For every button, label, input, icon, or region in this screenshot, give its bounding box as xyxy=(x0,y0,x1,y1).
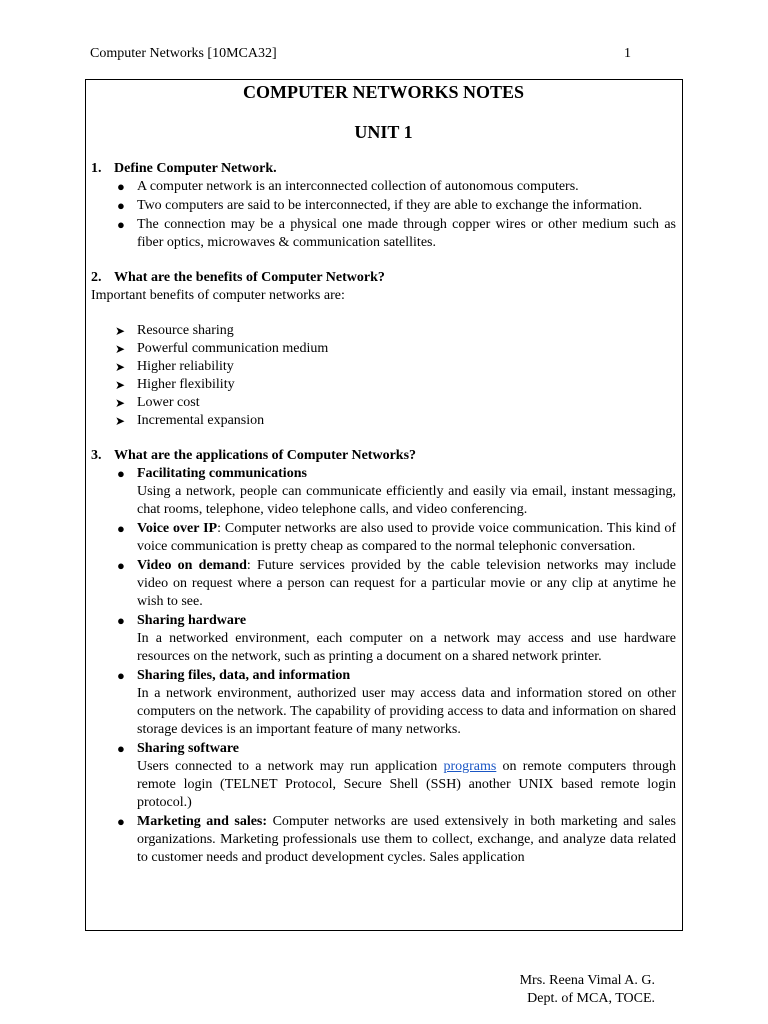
list-item xyxy=(91,557,676,611)
benefits-list xyxy=(91,322,676,430)
list-item-text: A computer network is an interconnected collection of autonomous computers. xyxy=(137,179,579,194)
application-text: Computer networks are used extensively in both marketing and sales organizations. Marketing professionals use them to collect, exchange, and analyze data related to customer needs and product development cycles. Sales application xyxy=(137,814,677,865)
list-item xyxy=(91,813,676,867)
application-heading: Marketing and sales: xyxy=(137,814,268,829)
list-item xyxy=(91,358,676,376)
list-item xyxy=(91,412,676,430)
arrow-bullet-icon: ➤ xyxy=(115,360,126,374)
question-text: What are the benefits of Computer Network? xyxy=(114,270,385,285)
list-item xyxy=(91,376,676,394)
list-item-text: Incremental expansion xyxy=(137,413,265,428)
question-text: What are the applications of Computer Networks? xyxy=(114,448,417,463)
list-item xyxy=(91,197,676,215)
q1-points xyxy=(91,178,676,252)
list-item-text: Lower cost xyxy=(137,395,200,410)
list-item xyxy=(91,178,676,196)
list-item xyxy=(91,612,676,666)
list-item-text: Higher flexibility xyxy=(137,377,235,392)
list-item-text: Two computers are said to be interconnected, if they are able to exchange the information. xyxy=(137,198,643,213)
bullet-icon: ● xyxy=(117,668,125,683)
list-item-text: The connection may be a physical one made through copper wires or other medium such as fiber optics, microwaves & communication satellites. xyxy=(137,217,676,250)
question-number: 2. xyxy=(91,270,102,285)
application-text: : Future services provided by the cable television networks may include video on request where a person can request for a particular movie or any clip at anytime he wish to see. xyxy=(137,558,676,609)
list-item xyxy=(91,520,676,556)
bullet-icon: ● xyxy=(117,613,125,628)
application-heading: Facilitating communications xyxy=(137,466,307,481)
application-heading: Sharing files, data, and information xyxy=(137,668,351,683)
unit-title: UNIT 1 xyxy=(354,122,413,142)
application-text: on remote computers through remote login (TELNET Protocol, Secure Shell (SSH) another UNIX based remote login protocol.) xyxy=(137,759,676,810)
question-number: 1. xyxy=(91,161,102,176)
arrow-bullet-icon: ➤ xyxy=(115,396,126,410)
application-heading: Voice over IP xyxy=(137,521,218,536)
list-item xyxy=(91,340,676,358)
benefits-intro: Important benefits of computer networks are: xyxy=(91,288,345,303)
arrow-bullet-icon: ➤ xyxy=(115,378,126,392)
arrow-bullet-icon: ➤ xyxy=(115,342,126,356)
footer-author: Mrs. Reena Vimal A. G. xyxy=(519,973,655,988)
bullet-icon: ● xyxy=(117,558,125,573)
list-item xyxy=(91,394,676,412)
bullet-icon: ● xyxy=(117,741,125,756)
content-frame xyxy=(85,79,683,931)
application-text: In a network environment, authorized user may access data and information stored on other computers on the network. The capability of providing access to data and information on shared storage devices is an important feature of many networks. xyxy=(137,686,676,737)
bullet-icon: ● xyxy=(117,198,125,213)
application-heading: Sharing hardware xyxy=(137,613,247,628)
application-heading: Video on demand xyxy=(137,558,247,573)
arrow-bullet-icon: ➤ xyxy=(115,324,126,338)
question-number: 3. xyxy=(91,448,102,463)
bullet-icon: ● xyxy=(117,521,125,536)
bullet-icon: ● xyxy=(117,814,125,829)
running-header-course: Computer Networks [10MCA32] xyxy=(90,46,277,61)
list-item-text: Powerful communication medium xyxy=(137,341,329,356)
question-text: Define Computer Network. xyxy=(114,161,277,176)
bullet-icon: ● xyxy=(117,217,125,232)
list-item xyxy=(91,740,676,812)
page-number: 1 xyxy=(624,46,631,61)
applications-list xyxy=(91,465,676,867)
question-1 xyxy=(91,160,676,178)
question-2 xyxy=(91,269,676,287)
application-text: : Computer networks are also used to provide voice communication. This kind of voice communication is pretty cheap as compared to the normal telephonic conversation. xyxy=(137,521,676,554)
list-item xyxy=(91,465,676,519)
application-text: Using a network, people can communicate efficiently and easily via email, instant messaging, chat rooms, telephone, video telephone calls, and video conferencing. xyxy=(137,484,676,517)
programs-link[interactable]: programs xyxy=(443,759,497,774)
document-title: COMPUTER NETWORKS NOTES xyxy=(242,82,525,102)
page-footer xyxy=(520,972,655,1008)
arrow-bullet-icon: ➤ xyxy=(115,414,126,428)
list-item xyxy=(91,322,676,340)
application-text: Users connected to a network may run application xyxy=(137,759,444,774)
document-body xyxy=(91,160,676,867)
bullet-icon: ● xyxy=(117,179,125,194)
footer-department: Dept. of MCA, TOCE. xyxy=(527,991,655,1006)
list-item-text: Resource sharing xyxy=(137,323,234,338)
list-item-text: Higher reliability xyxy=(137,359,234,374)
application-heading: Sharing software xyxy=(137,741,240,756)
question-3 xyxy=(91,447,676,465)
list-item xyxy=(91,216,676,252)
application-text: In a networked environment, each computer on a network may access and use hardware resources on the network, such as printing a document on a shared network printer. xyxy=(137,631,676,664)
bullet-icon: ● xyxy=(117,466,125,481)
list-item xyxy=(91,667,676,739)
